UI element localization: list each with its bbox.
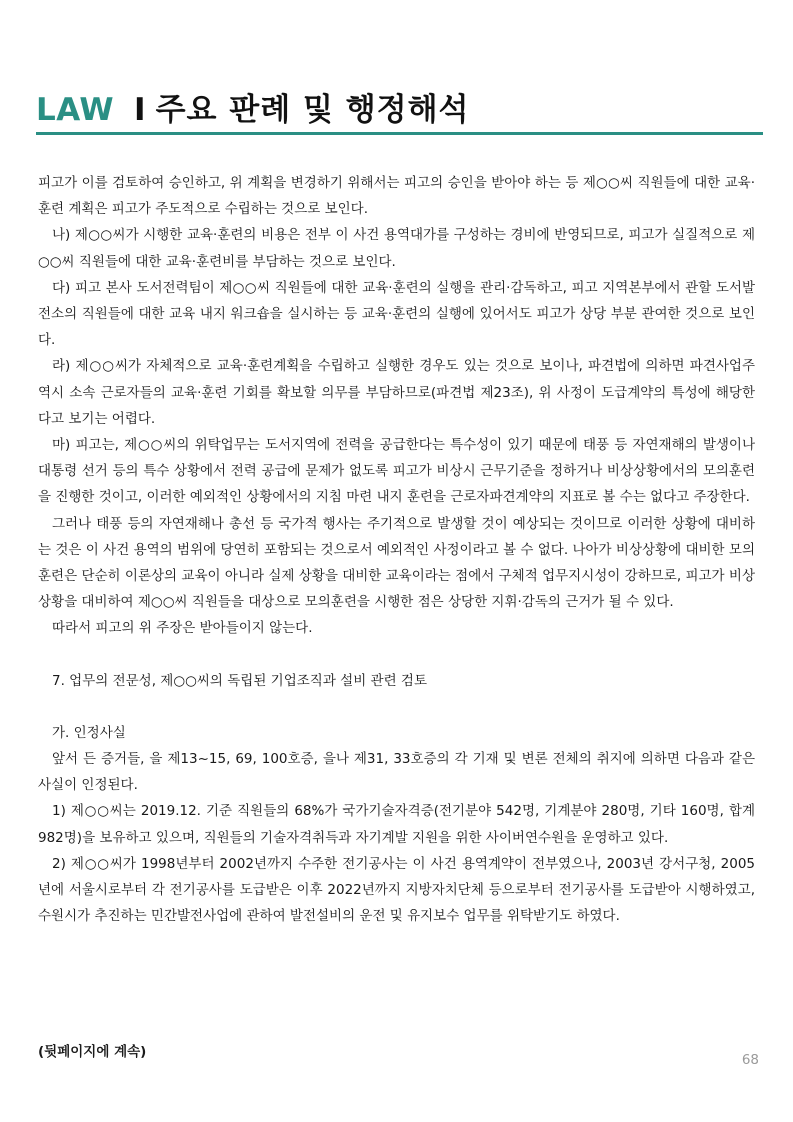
continue-note: (뒷페이지에 계속): [38, 1044, 147, 1060]
paragraph-evidence: 앞서 든 증거들, 을 제13~15, 69, 100호증, 을나 제31, 33호증의 각 기재 및 변론 전체의 취지에 의하면 다음과 같은 사실이 인정된다.: [38, 751, 755, 794]
paragraph-however: 그러나 태풍 등의 자연재해나 총선 등 국가적 행사는 주기적으로 발생할 것이 예상되는 것이므로 이러한 상황에 대비하는 것은 이 사건 용역의 범위에 당연히 포함되는 것으로서 예외적인 사정이라고 볼 수 없다. 나아가 비상상황에 대비한 모의훈련은 단순히 이론상의 교육이 아니라 실제 상황을 대비한 교육이라는 점에서 구체적 업무지시성이 강하므로, 피고가 비상상황을 대비하여 제○○씨 직원들을 대상으로 모의훈련을 시행한 점은 상당한 지휘·감독의 근거가 될 수 있다.: [38, 515, 755, 611]
paragraph-conclusion: 따라서 피고의 위 주장은 받아들이지 않는다.: [52, 620, 313, 637]
paragraph-da: 다) 피고 본사 도서전력팀이 제○○씨 직원들에 대한 교육·훈련의 실행을 관리·감독하고, 피고 지역본부에서 관할 도서발전소의 직원들에 대한 교육 내지 워크숍을 실시하는 등 교육·훈련의 실행에 있어서도 피고가 상당 부분 관여한 것으로 보인다.: [38, 279, 755, 349]
page-header: [36, 84, 763, 129]
paragraph-fact-2: 2) 제○○씨가 1998년부터 2002년까지 수주한 전기공사는 이 사건 용역계약이 전부였으나, 2003년 강서구청, 2005년에 서울시로부터 각 전기공사를 도급받은 이후 2022년까지 지방자치단체 등으로부터 전기공사를 도급받아 시행하였고, 수원시가 추진하는 민간발전사업에 관하여 발전설비의 운전 및 유지보수 업무를 위탁받기도 하였다.: [38, 855, 755, 925]
law-brand: LAW: [36, 92, 115, 128]
spacer: [38, 642, 755, 668]
page-number: 68: [741, 1052, 759, 1068]
header-rule: [36, 132, 763, 135]
page-title: 주요 판례 및 행정해석: [155, 92, 470, 128]
paragraph-fact-1: 1) 제○○씨는 2019.12. 기준 직원들의 68%가 국가기술자격증(전기분야 542명, 기계분야 280명, 기타 160명, 합계 982명)을 보유하고 있으며, 직원들의 기술자격취득과 자기계발 지원을 위한 사이버연수원을 운영하고 있다.: [38, 803, 755, 846]
spacer: [38, 694, 755, 720]
section-heading: 7. 업무의 전문성, 제○○씨의 독립된 기업조직과 설비 관련 검토: [52, 672, 428, 689]
paragraph-na: 나) 제○○씨가 시행한 교육·훈련의 비용은 전부 이 사건 용역대가를 구성하는 경비에 반영되므로, 피고가 실질적으로 제○○씨 직원들에 대한 교육·훈련비를 부담하는 것으로 보인다.: [38, 227, 755, 270]
subsection-heading: 가. 인정사실: [52, 724, 126, 741]
paragraph-ra: 라) 제○○씨가 자체적으로 교육·훈련계획을 수립하고 실행한 경우도 있는 것으로 보이나, 파견법에 의하면 파견사업주 역시 소속 근로자들의 교육·훈련 기회를 확보할 의무를 부담하므로(파견법 제23조), 위 사정이 도급계약의 특성에 해당한다고 보기는 어렵다.: [38, 358, 755, 427]
paragraph-ma: 마) 피고는, 제○○씨의 위탁업무는 도서지역에 전력을 공급한다는 특수성이 있기 때문에 태풍 등 자연재해의 발생이나 대통령 선거 등의 특수 상황에서 전력 공급에 문제가 없도록 피고가 비상시 근무기준을 정하거나 비상상황에서의 모의훈련을 진행한 것이고, 이러한 예외적인 상황에서의 지침 마련 내지 훈련을 근로자파견계약의 지표로 볼 수는 없다고 주장한다.: [38, 437, 755, 506]
header-separator: I: [134, 92, 146, 128]
body-text: [38, 170, 755, 929]
paragraph-continuation: 피고가 이를 검토하여 승인하고, 위 계획을 변경하기 위해서는 피고의 승인을 받아야 하는 등 제○○씨 직원들에 대한 교육·훈련 계획은 피고가 주도적으로 수립하는 것으로 보인다.: [38, 175, 755, 218]
